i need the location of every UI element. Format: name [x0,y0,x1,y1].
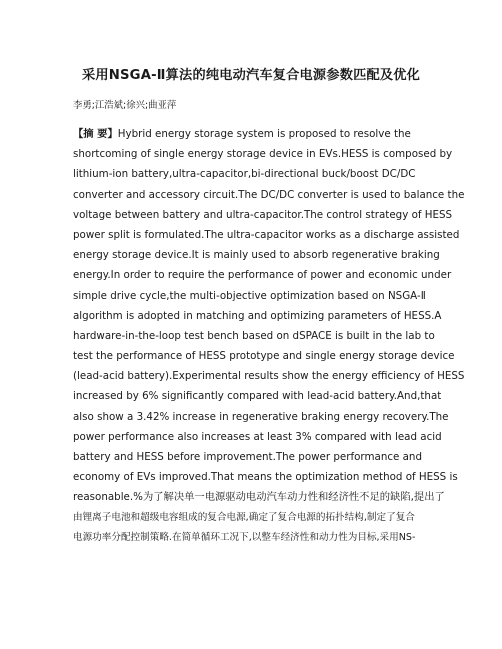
abstract-line: lithium-ion battery,ultra-capacitor,bi-directional buck/boost DC/DC [73,168,416,181]
abstract-line: power split is formulated.The ultra-capacitor works as a discharge assisted [73,228,460,241]
abstract-line: 由锂离子电池和超级电容组成的复合电源,确定了复合电源的拓扑结构,制定了复合 [73,511,415,523]
abstract-line: hardware-in-the-loop test bench based on dSPACE is built in the lab to [73,329,435,342]
abstract-line: shortcoming of single energy storage device in EVs.HESS is composed by [73,148,453,161]
paper-authors: 李勇;江浩斌;徐兴;曲亚萍 [73,100,177,111]
abstract-line: power performance also increases at least 3% compared with lead acid [73,430,442,443]
abstract-line: test the performance of HESS prototype and single energy storage device [73,350,455,363]
abstract-block [73,124,465,548]
paper-title: 采用NSGA-Ⅱ算法的纯电动汽车复合电源参数匹配及优化 [81,68,421,83]
abstract-line: energy.In order to require the performance of power and economic under [73,269,452,282]
abstract-line-text: Hybrid energy storage system is proposed to resolve the [117,128,411,140]
abstract-line: (lead-acid battery).Experimental results show the energy efficiency of HESS [73,370,465,383]
abstract-line: economy of EVs improved.That means the optimization method of HESS is [73,471,458,484]
abstract-line: 电源功率分配控制策略.在简单循环工况下,以整车经济性和动力性为目标,采用NS- [73,531,416,543]
abstract-line: increased by 6% significantly compared with lead-acid battery.And,that [73,390,442,403]
abstract-line: reasonable.%为了解决单一电源驱动电动汽车动力性和经济性不足的缺陷,提出了 [73,491,445,504]
abstract-label: 【摘 要】 [73,128,118,140]
abstract-line: voltage between battery and ultra-capacitor.The control strategy of HESS [73,208,453,221]
abstract-line: also show a 3.42% increase in regenerative braking energy recovery.The [73,410,449,423]
abstract-line: energy storage device.It is mainly used to absorb regenerative braking [73,249,440,262]
abstract-line: simple drive cycle,the multi-objective optimization based on NSGA-Ⅱ [73,289,426,302]
abstract-line: algorithm is adopted in matching and optimizing parameters of HESS.A [73,309,442,322]
abstract-line [73,124,433,144]
abstract-line: battery and HESS before improvement.The power performance and [73,451,422,463]
abstract-line: converter and accessory circuit.The DC/DC converter is used to balance the [73,188,465,201]
